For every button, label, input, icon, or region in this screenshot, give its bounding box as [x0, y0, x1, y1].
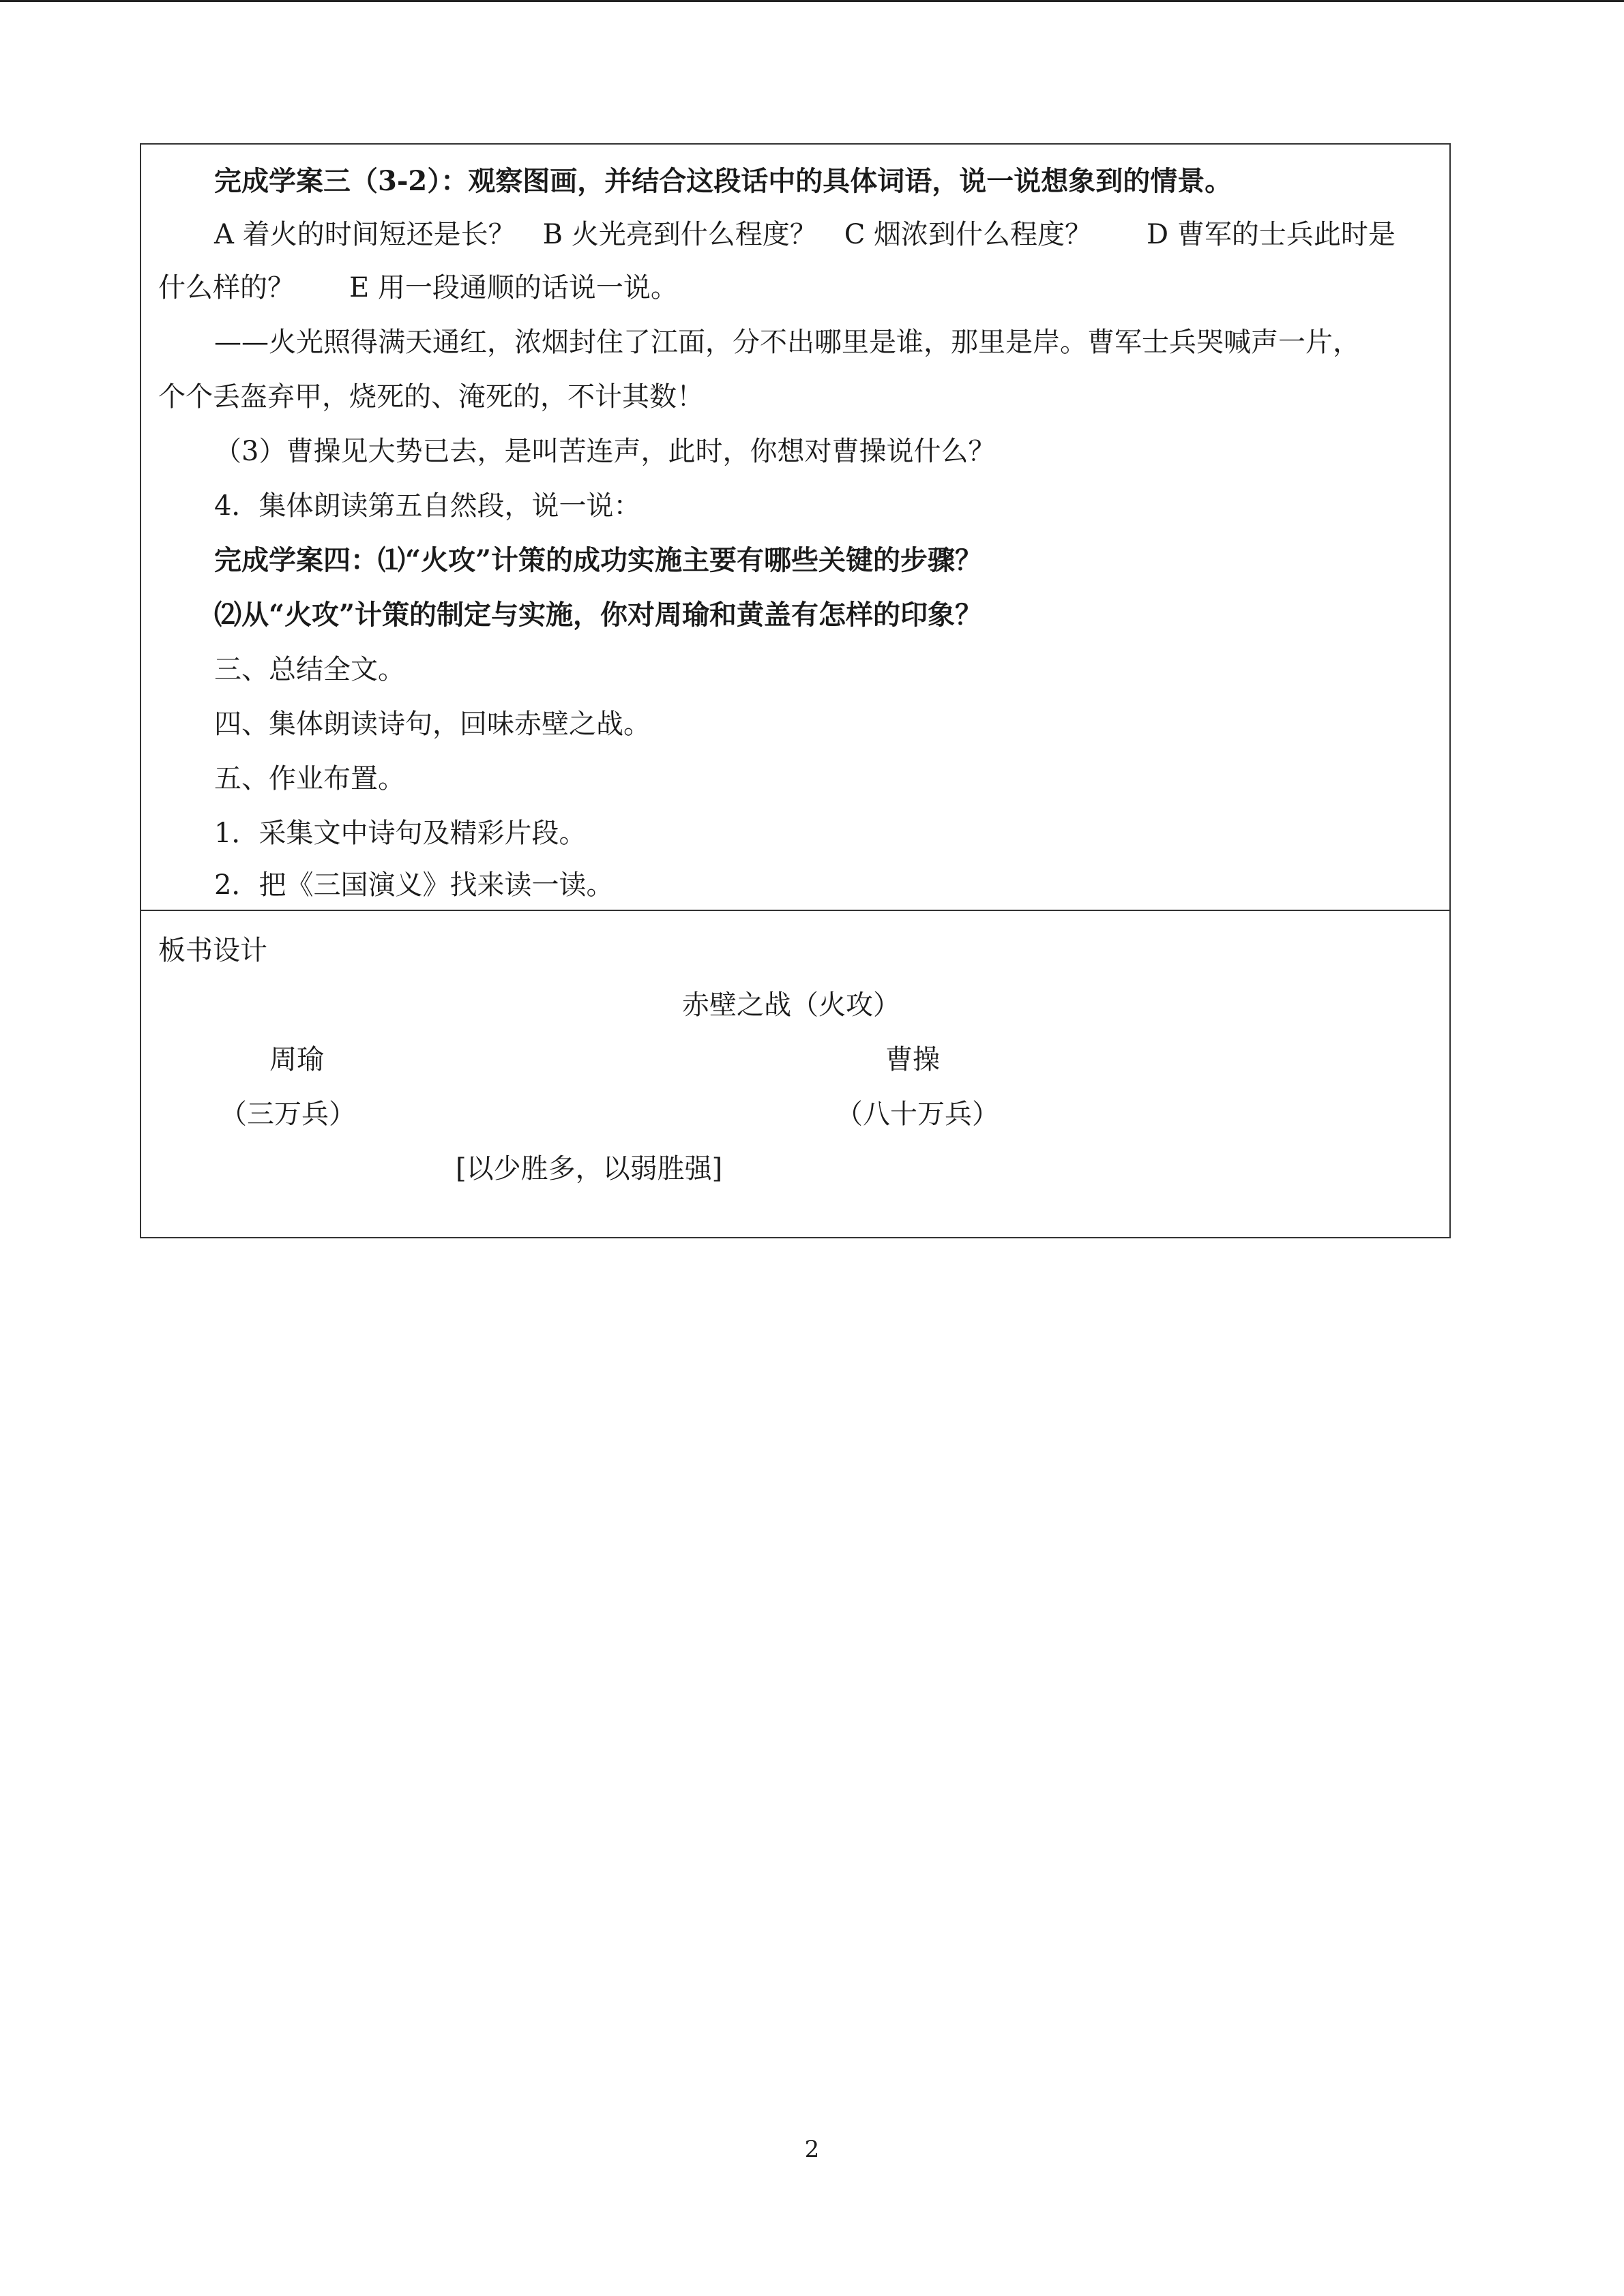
- passage-line-1: ——火光照得满天通红，浓烟封住了江面，分不出哪里是谁，那里是岸。曹军士兵哭喊声一片，: [214, 327, 1360, 358]
- section-3-heading: 三、总结全文。: [214, 654, 405, 685]
- board-design-heading: 板书设计: [158, 935, 267, 966]
- homework-item-2: 2．把《三国演义》找来读一读。: [214, 869, 614, 901]
- cao-cao-label: 曹操: [885, 1044, 940, 1075]
- task-3-2-prompt: 完成学案三（3-2）：观察图画，并结合这段话中的具体词语，说一说想象到的情景。: [214, 165, 1232, 197]
- board-conclusion: [以少胜多，以弱胜强]: [456, 1153, 723, 1184]
- item-4-text: 4．集体朗读第五自然段，说一说：: [214, 490, 641, 522]
- lesson-table: [140, 143, 1451, 1238]
- section-4-heading: 四、集体朗读诗句，回味赤壁之战。: [214, 709, 651, 740]
- zhou-yu-troops: （三万兵）: [220, 1099, 356, 1130]
- passage-line-2: 个个丢盔弃甲，烧死的、淹死的，不计其数！: [158, 381, 704, 413]
- guiding-questions-line-1: A 着火的时间短还是长？ B 火光亮到什么程度？ C 烟浓到什么程度？ D 曹军的士兵此时是: [214, 219, 1396, 250]
- homework-item-1: 1．采集文中诗句及精彩片段。: [214, 818, 587, 849]
- cao-cao-troops: （八十万兵）: [836, 1099, 999, 1130]
- lesson-steps-cell: [141, 145, 1449, 911]
- section-5-heading: 五、作业布置。: [214, 763, 405, 794]
- board-design-cell: [141, 911, 1449, 1238]
- top-border-line: [0, 0, 1624, 2]
- page-number: 2: [804, 2136, 820, 2163]
- board-title: 赤壁之战（火攻）: [682, 989, 900, 1021]
- task-4-part-2: ⑵从“火攻”计策的制定与实施，你对周瑜和黄盖有怎样的印象？: [214, 599, 983, 631]
- task-4-part-1: 完成学案四：⑴“火攻”计策的成功实施主要有哪些关键的步骤？: [214, 544, 983, 576]
- guiding-questions-line-2: 什么样的？ E 用一段通顺的话说一说。: [158, 272, 678, 303]
- zhou-yu-label: 周瑜: [269, 1044, 324, 1075]
- item-3-text: （3）曹操见大势已去，是叫苦连声，此时，你想对曹操说什么？: [214, 436, 996, 467]
